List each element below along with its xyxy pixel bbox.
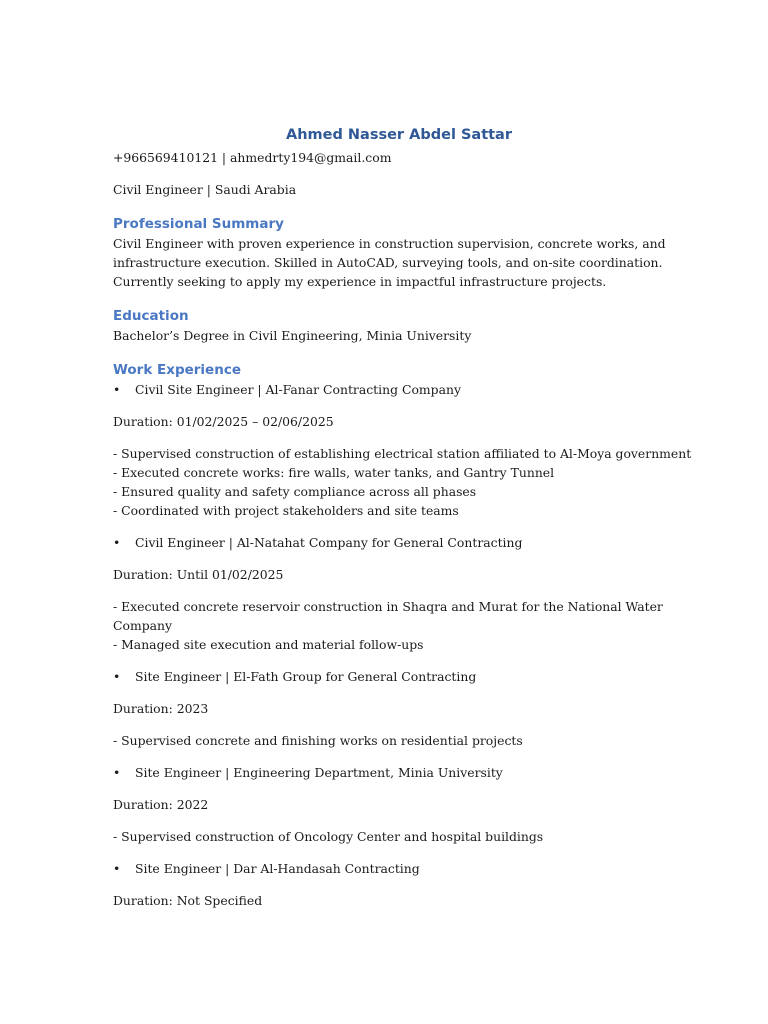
job-duration: Duration: Until 01/02/2025	[113, 567, 284, 582]
job-duration: Duration: 2023	[113, 701, 209, 716]
job-detail: - Supervised construction of Oncology Center and hospital buildings	[113, 829, 544, 844]
job-role: Site Engineer | Dar Al-Handasah Contracting	[135, 861, 420, 876]
job-role-item	[113, 859, 673, 878]
job-role-item	[113, 380, 673, 399]
bullet-icon: •	[113, 861, 121, 876]
job-role: Civil Engineer | Al-Natahat Company for General Contracting	[135, 535, 523, 550]
job-duration: Duration: 01/02/2025 – 02/06/2025	[113, 414, 334, 429]
summary-heading: Professional Summary	[113, 216, 284, 232]
job-role-item	[113, 763, 673, 782]
job-duration: Duration: Not Specified	[113, 893, 263, 908]
job-detail: - Managed site execution and material follow-ups	[113, 637, 424, 652]
job-detail: Company	[113, 618, 172, 633]
education-degree: Bachelor’s Degree in Civil Engineering, Minia University	[113, 328, 472, 343]
job-detail: - Supervised concrete and finishing works on residential projects	[113, 733, 523, 748]
bullet-icon: •	[113, 382, 121, 397]
job-role-item	[113, 533, 673, 552]
summary-line: infrastructure execution. Skilled in AutoCAD, surveying tools, and on-site coordination.	[113, 255, 663, 270]
job-detail: - Executed concrete works: fire walls, water tanks, and Gantry Tunnel	[113, 465, 555, 480]
job-duration: Duration: 2022	[113, 797, 209, 812]
job-detail: - Coordinated with project stakeholders and site teams	[113, 503, 459, 518]
contact-line: +966569410121 | ahmedrty194@gmail.com	[113, 150, 392, 165]
job-role: Site Engineer | El-Fath Group for General Contracting	[135, 669, 477, 684]
summary-line: Civil Engineer with proven experience in construction supervision, concrete works, and	[113, 236, 666, 251]
experience-heading: Work Experience	[113, 362, 241, 378]
bullet-icon: •	[113, 765, 121, 780]
education-heading: Education	[113, 308, 189, 324]
bullet-icon: •	[113, 669, 121, 684]
job-role: Civil Site Engineer | Al-Fanar Contracting Company	[135, 382, 461, 397]
job-detail: - Supervised construction of establishing electrical station affiliated to Al-Moya government	[113, 446, 692, 461]
summary-line: Currently seeking to apply my experience in impactful infrastructure projects.	[113, 274, 607, 289]
job-detail: - Ensured quality and safety compliance across all phases	[113, 484, 477, 499]
candidate-name: Ahmed Nasser Abdel Sattar	[286, 127, 512, 143]
resume-content	[113, 124, 692, 910]
title-location-line: Civil Engineer | Saudi Arabia	[113, 182, 297, 197]
job-detail: - Executed concrete reservoir construction in Shaqra and Murat for the National Water	[113, 599, 663, 614]
bullet-icon: •	[113, 535, 121, 550]
job-role-item	[113, 667, 673, 686]
job-role: Site Engineer | Engineering Department, Minia University	[135, 765, 503, 780]
